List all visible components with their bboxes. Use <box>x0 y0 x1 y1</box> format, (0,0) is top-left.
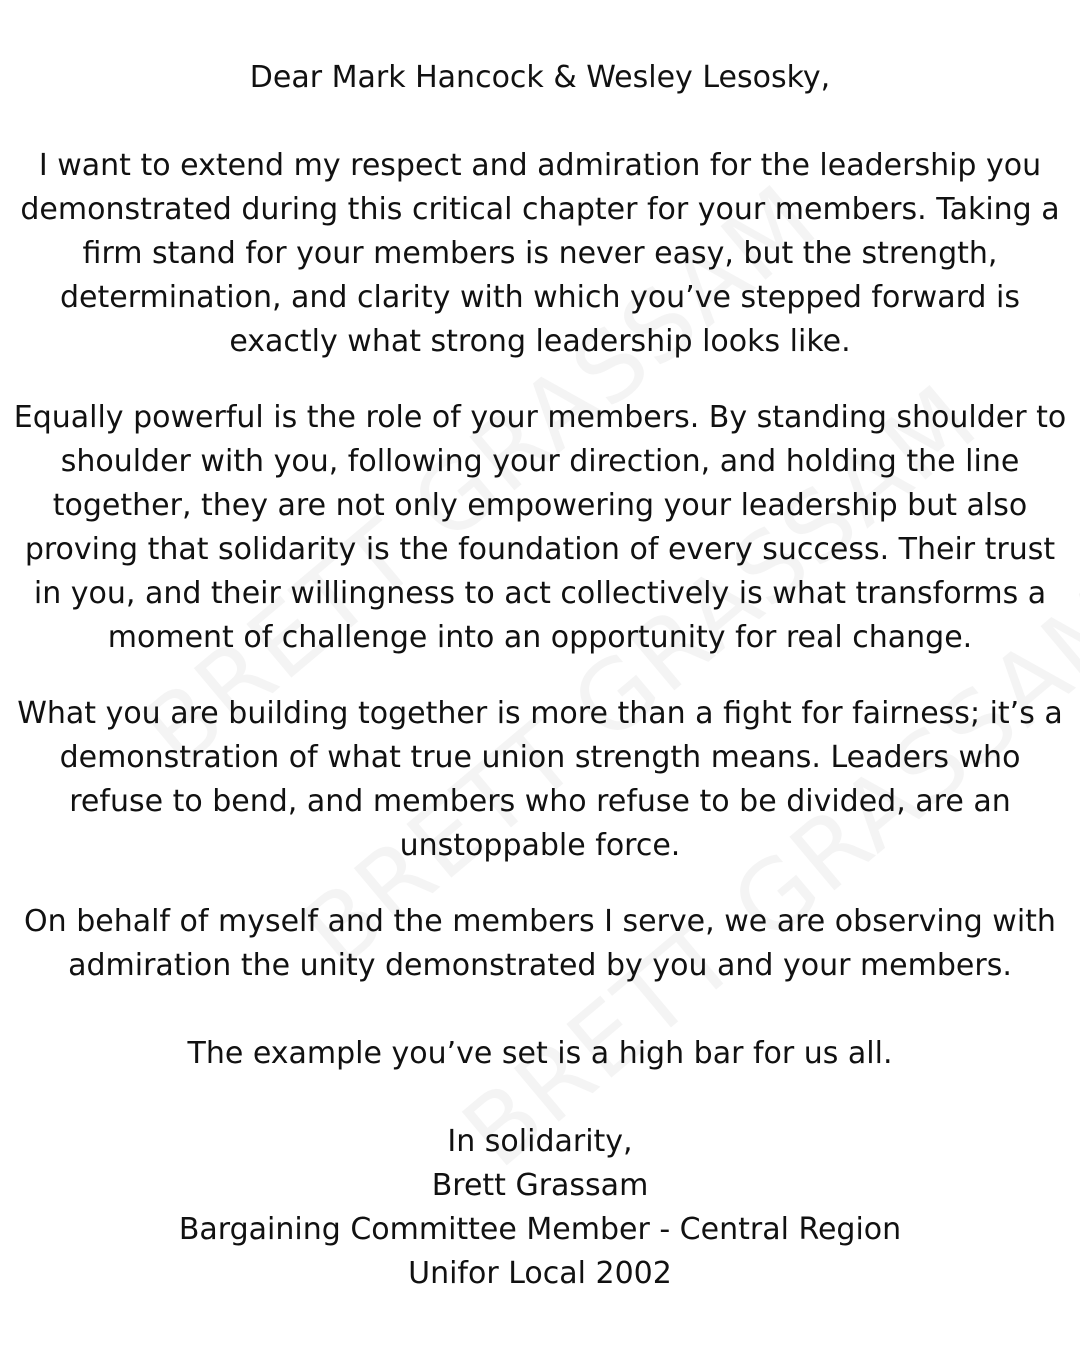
paragraph-line: Equally powerful is the role of your members. By standing shoulder to <box>13 400 1067 435</box>
paragraph-line: refuse to bend, and members who refuse to be divided, are an <box>69 784 1011 819</box>
letter-body <box>0 56 1080 1296</box>
paragraph-line: demonstration of what true union strength means. Leaders who <box>59 740 1021 775</box>
paragraph-line: determination, and clarity with which you’ve stepped forward is <box>60 280 1020 315</box>
paragraph-line: firm stand for your members is never easy, but the strength, <box>82 236 998 271</box>
paragraph-line: I want to extend my respect and admiration for the leadership you <box>38 148 1042 183</box>
paragraph-line: moment of challenge into an opportunity for real change. <box>107 620 973 655</box>
paragraph-leadership <box>0 144 1080 364</box>
signature-block <box>0 1120 1080 1296</box>
paragraph-line: demonstrated during this critical chapter for your members. Taking a <box>20 192 1060 227</box>
paragraph-line: in you, and their willingness to act collectively is what transforms a <box>33 576 1047 611</box>
paragraph-line: together, they are not only empowering your leadership but also <box>52 488 1028 523</box>
paragraph-on-behalf <box>0 900 1080 988</box>
paragraph-line: On behalf of myself and the members I serve, we are observing with <box>24 904 1056 939</box>
signer-title: Bargaining Committee Member - Central Region <box>178 1212 902 1247</box>
closing: In solidarity, <box>447 1124 633 1159</box>
paragraph-line: admiration the unity demonstrated by you and your members. <box>68 948 1012 983</box>
signer-name: Brett Grassam <box>431 1168 649 1203</box>
paragraph-line: unstoppable force. <box>399 828 681 863</box>
paragraph-members <box>0 396 1080 660</box>
greeting: Dear Mark Hancock & Wesley Lesosky, <box>249 60 831 95</box>
signer-organization: Unifor Local 2002 <box>408 1256 672 1291</box>
paragraph-line: What you are building together is more than a fight for fairness; it’s a <box>17 696 1063 731</box>
paragraph-line: The example you’ve set is a high bar for us all. <box>187 1036 893 1071</box>
paragraph-line: shoulder with you, following your direction, and holding the line <box>60 444 1020 479</box>
paragraph-line: proving that solidarity is the foundation of every success. Their trust <box>24 532 1056 567</box>
paragraph-union-strength <box>0 692 1080 868</box>
paragraph-line: exactly what strong leadership looks like. <box>229 324 851 359</box>
paragraph-example <box>0 1032 1080 1076</box>
